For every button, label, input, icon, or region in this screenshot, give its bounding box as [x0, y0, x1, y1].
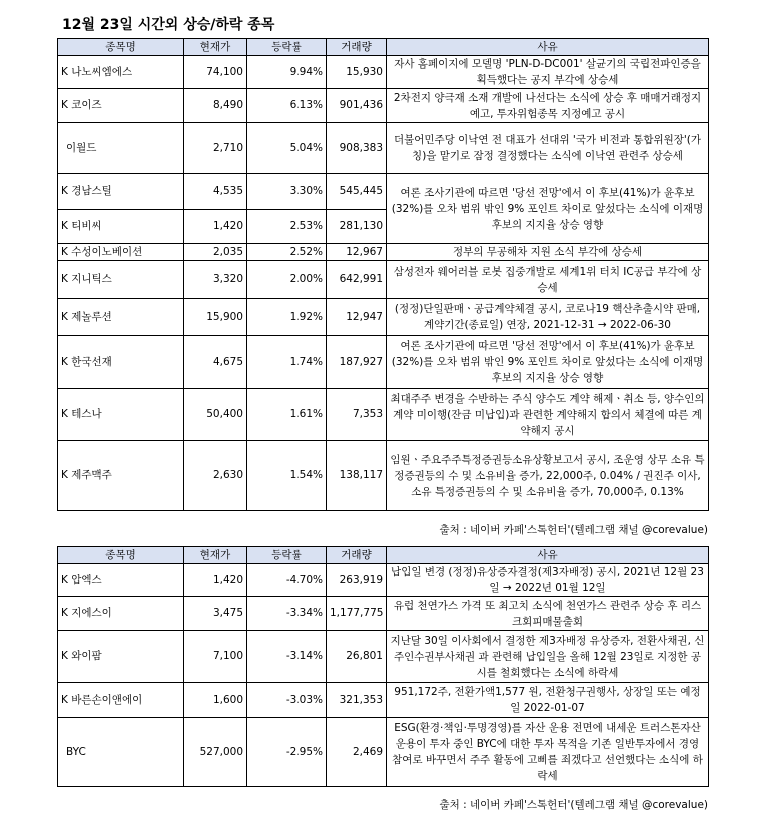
table-row	[58, 299, 709, 336]
stock-name: K 코이즈	[58, 89, 184, 123]
stock-reason: (정정)단일판매ㆍ공급계약체결 공시, 코로나19 핵산추출시약 판매, 계약기간(종료일) 연장, 2021-12-31 → 2022-06-30	[387, 299, 709, 336]
stock-volume: 281,130	[327, 210, 387, 244]
stock-reason: 2차전지 양극재 소재 개발에 나선다는 소식에 상승 후 매매거래정지 예고, 투자위험종목 지정예고 공시	[387, 89, 709, 123]
table-row	[58, 336, 709, 389]
header-name: 종목명	[58, 547, 184, 564]
stock-volume: 2,469	[327, 718, 387, 787]
stock-rate: -4.70%	[247, 564, 327, 597]
stock-rate: 1.61%	[247, 389, 327, 441]
header-rate: 등락률	[247, 547, 327, 564]
stock-name: K 지니틱스	[58, 261, 184, 299]
table-row	[58, 174, 709, 210]
stock-name: K 압엑스	[58, 564, 184, 597]
stock-price: 1,420	[184, 210, 247, 244]
stock-price: 4,675	[184, 336, 247, 389]
stock-name: K 지에스이	[58, 597, 184, 631]
stock-reason: 최대주주 변경을 수반하는 주식 양수도 계약 해제ㆍ취소 등, 양수인의 계약 미이행(잔금 미납입)과 관련한 계약해지 합의서 체결에 따른 계약해지 공시	[387, 389, 709, 441]
rising-table	[57, 38, 709, 511]
stock-rate: 2.52%	[247, 244, 327, 261]
page-title: 12월 23일 시간외 상승/하락 종목	[62, 17, 275, 33]
stock-price: 15,900	[184, 299, 247, 336]
stock-rate: -2.95%	[247, 718, 327, 787]
stock-reason: 여론 조사기관에 따르면 '당선 전망'에서 이 후보(41%)가 윤후보(32%)를 오차 범위 밖인 9% 포인트 차이로 앞섰다는 소식에 이재명 후보의 지지율 상승 영향	[387, 174, 709, 244]
stock-rate: 1.54%	[247, 441, 327, 511]
table-row	[58, 261, 709, 299]
stock-name: K 제놀루션	[58, 299, 184, 336]
stock-rate: 1.74%	[247, 336, 327, 389]
stock-volume: 642,991	[327, 261, 387, 299]
stock-volume: 187,927	[327, 336, 387, 389]
stock-rate: 1.92%	[247, 299, 327, 336]
falling-table	[57, 546, 709, 787]
header-volume: 거래량	[327, 547, 387, 564]
stock-reason: 납입일 변경 (정정)유상증자결정(제3자배정) 공시, 2021년 12월 23일 → 2022년 01월 12일	[387, 564, 709, 597]
stock-name: K 바른손이앤에이	[58, 683, 184, 718]
stock-name: K 나노씨엠에스	[58, 56, 184, 89]
stock-price: 8,490	[184, 89, 247, 123]
stock-reason: 지난달 30일 이사회에서 결정한 제3자배정 유상증자, 전환사채권, 신주인수권부사채권 과 관련해 납입일을 올해 12월 23일로 지정한 공시를 철회했다는 소식에 하락세	[387, 631, 709, 683]
header-price: 현재가	[184, 547, 247, 564]
table-row	[58, 89, 709, 123]
stock-price: 1,600	[184, 683, 247, 718]
stock-price: 527,000	[184, 718, 247, 787]
stock-rate: 6.13%	[247, 89, 327, 123]
source-note: 출처 : 네이버 카페'스톡헌터'(텔레그램 채널 @corevalue)	[439, 799, 708, 811]
stock-volume: 138,117	[327, 441, 387, 511]
table-header-row	[58, 39, 709, 56]
stock-price: 2,630	[184, 441, 247, 511]
stock-volume: 12,947	[327, 299, 387, 336]
stock-price: 7,100	[184, 631, 247, 683]
table-header-row	[58, 547, 709, 564]
stock-volume: 26,801	[327, 631, 387, 683]
stock-price: 2,035	[184, 244, 247, 261]
stock-rate: -3.03%	[247, 683, 327, 718]
stock-volume: 545,445	[327, 174, 387, 210]
stock-volume: 263,919	[327, 564, 387, 597]
stock-name: K 테스나	[58, 389, 184, 441]
stock-volume: 321,353	[327, 683, 387, 718]
stock-reason: 자사 홈페이지에 모델명 'PLN-D-DC001' 살균기의 국립전파인증을 획득했다는 공지 부각에 상승세	[387, 56, 709, 89]
stock-reason: ESG(환경·책임·투명경영)를 자산 운용 전면에 내세운 트러스톤자산운용이 투자 중인 BYC에 대한 투자 목적을 기존 일반투자에서 경영 참여로 바꾸면서 주주 활동에 고삐를 죄겠다고 선언했다는 소식에 하락세	[387, 718, 709, 787]
stock-rate: 5.04%	[247, 123, 327, 174]
stock-reason: 951,172주, 전환가액1,577 원, 전환청구권행사, 상장일 또는 예정일 2022-01-07	[387, 683, 709, 718]
table-row	[58, 389, 709, 441]
stock-volume: 7,353	[327, 389, 387, 441]
stock-reason: 유럽 천연가스 가격 또 최고치 소식에 천연가스 관련주 상승 후 리스크회피매물출회	[387, 597, 709, 631]
table-row	[58, 56, 709, 89]
stock-volume: 12,967	[327, 244, 387, 261]
stock-rate: -3.14%	[247, 631, 327, 683]
table-row	[58, 631, 709, 683]
table-row	[58, 597, 709, 631]
stock-price: 4,535	[184, 174, 247, 210]
stock-volume: 1,177,775	[327, 597, 387, 631]
stock-name: K 경남스틸	[58, 174, 184, 210]
stock-reason: 정부의 무공해차 지원 소식 부각에 상승세	[387, 244, 709, 261]
stock-name: BYC	[58, 718, 184, 787]
stock-reason: 임원ㆍ주요주주특정증권등소유상황보고서 공시, 조운영 상무 소유 특정증권등의 수 및 소유비율 증가, 22,000주, 0.04% / 권진주 이사, 소유 특정증권등의 수 및 소유비율 증가, 70,000주, 0.13%	[387, 441, 709, 511]
stock-name: K 티비씨	[58, 210, 184, 244]
stock-name: 이월드	[58, 123, 184, 174]
stock-reason: 더불어민주당 이낙연 전 대표가 선대위 '국가 비전과 통합위원장'(가칭)을 맡기로 잠정 결정했다는 소식에 이낙연 관련주 상승세	[387, 123, 709, 174]
stock-volume: 15,930	[327, 56, 387, 89]
stock-reason: 여론 조사기관에 따르면 '당선 전망'에서 이 후보(41%)가 윤후보(32%)를 오차 범위 밖인 9% 포인트 차이로 앞섰다는 소식에 이재명 후보의 지지율 상승 영향	[387, 336, 709, 389]
stock-rate: -3.34%	[247, 597, 327, 631]
header-name: 종목명	[58, 39, 184, 56]
stock-price: 3,320	[184, 261, 247, 299]
stock-name: K 제주맥주	[58, 441, 184, 511]
table-row	[58, 683, 709, 718]
header-reason: 사유	[387, 547, 709, 564]
header-rate: 등락률	[247, 39, 327, 56]
stock-price: 3,475	[184, 597, 247, 631]
stock-name: K 한국선재	[58, 336, 184, 389]
stock-price: 50,400	[184, 389, 247, 441]
stock-rate: 2.53%	[247, 210, 327, 244]
stock-name: K 수성이노베이션	[58, 244, 184, 261]
stock-rate: 3.30%	[247, 174, 327, 210]
header-price: 현재가	[184, 39, 247, 56]
stock-name: K 와이팜	[58, 631, 184, 683]
table-row	[58, 244, 709, 261]
stock-volume: 901,436	[327, 89, 387, 123]
table-row	[58, 441, 709, 511]
stock-price: 2,710	[184, 123, 247, 174]
stock-rate: 9.94%	[247, 56, 327, 89]
source-note: 출처 : 네이버 카페'스톡헌터'(텔레그램 채널 @corevalue)	[439, 524, 708, 536]
stock-price: 1,420	[184, 564, 247, 597]
stock-volume: 908,383	[327, 123, 387, 174]
header-volume: 거래량	[327, 39, 387, 56]
stock-price: 74,100	[184, 56, 247, 89]
stock-rate: 2.00%	[247, 261, 327, 299]
table-row	[58, 718, 709, 787]
table-row	[58, 123, 709, 174]
stock-reason: 삼성전자 웨어러블 로봇 집중개발로 세계1위 터치 IC공급 부각에 상승세	[387, 261, 709, 299]
table-row	[58, 564, 709, 597]
header-reason: 사유	[387, 39, 709, 56]
